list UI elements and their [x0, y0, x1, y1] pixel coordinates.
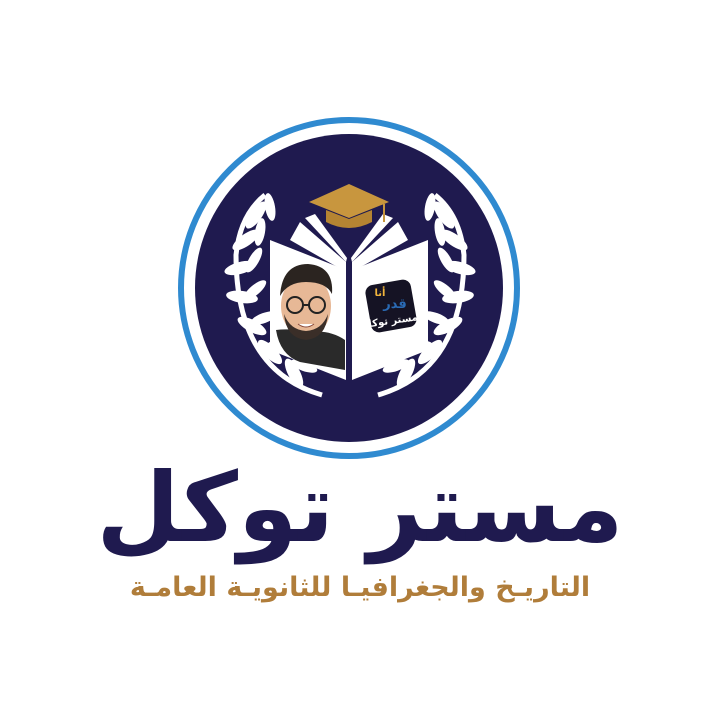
badge-line-1: أنا [374, 288, 386, 299]
brand-badge [363, 278, 419, 333]
badge-line-3: مستر توكل [362, 312, 419, 331]
tagline: التاريـخ والجغرافيـا للثانويـة العامـة [129, 572, 591, 603]
badge-line-2: قدر [383, 297, 407, 312]
brand-name: مستر توكل [96, 452, 624, 564]
